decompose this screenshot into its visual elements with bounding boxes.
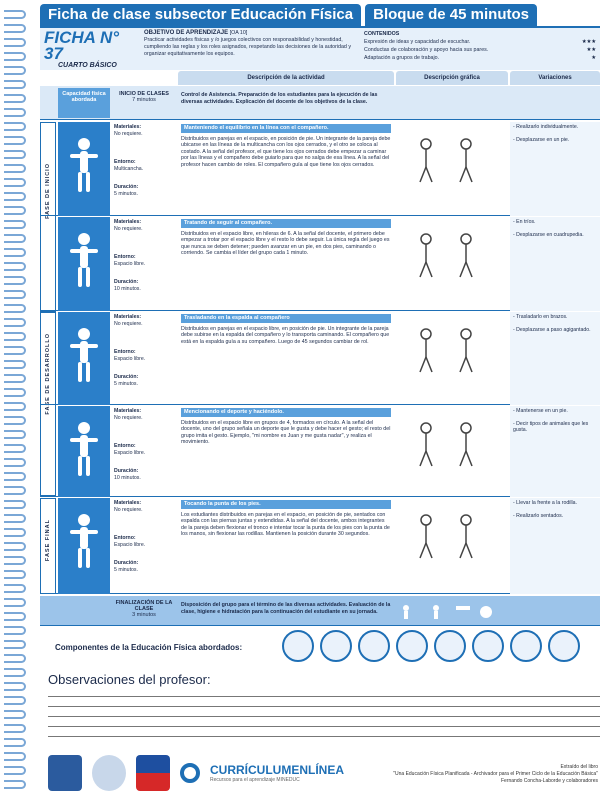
duration-value: 10 minutos. bbox=[114, 285, 141, 292]
activity-variations bbox=[510, 498, 600, 594]
activity-row bbox=[40, 498, 600, 594]
activity-row bbox=[40, 122, 600, 216]
spiral-ring bbox=[4, 220, 26, 229]
activity-illustration bbox=[396, 227, 508, 301]
activity-illustration bbox=[396, 416, 508, 487]
variation-item: - Llevar la frente a la rodilla. bbox=[513, 500, 578, 506]
closing-row bbox=[40, 596, 600, 626]
spiral-ring bbox=[4, 164, 26, 173]
activity-description bbox=[178, 122, 394, 171]
activity-title: Trasladando en la espalda al compañero bbox=[181, 314, 391, 323]
spiral-ring bbox=[4, 318, 26, 327]
variation-item: - Decir tipos de animales que les gusta. bbox=[513, 420, 589, 433]
materials-label: Materiales: bbox=[114, 124, 142, 130]
closing-label-text: FINALIZACIÓN DE LA CLASE bbox=[115, 600, 173, 612]
closing-label bbox=[112, 600, 176, 618]
activity-meta bbox=[112, 122, 176, 216]
materials-value: No requiere. bbox=[114, 506, 143, 513]
duration-label: Duración: bbox=[114, 374, 139, 380]
activity-figure-icon bbox=[58, 122, 110, 216]
spiral-ring bbox=[4, 262, 26, 271]
materials-value: No requiere. bbox=[114, 225, 143, 232]
activity-meta bbox=[112, 217, 176, 311]
activity-text: Distribuidos en el espacio libre, en hileras de 6. A la señal del docente, el primero debe empezar a trotar por el espacio libre y el resto lo debe seguir. La única regla del juego es que nunca se deben detener; pueden avanzar en un pie, en dos pies, caminando o corriendo. Se cambia el líder del grupo cada 1 minuto. bbox=[181, 230, 390, 257]
duration-value: 10 minutos. bbox=[114, 474, 141, 481]
brand-name: CURRÍCULUMENLÍNEA bbox=[210, 763, 344, 777]
spiral-ring bbox=[4, 94, 26, 103]
component-icon bbox=[320, 630, 352, 662]
activity-text: Distribuidos en parejas en el espacio libre, en posición de pie. Un integrante de la pareja debe subirse en la espalda del compañero y lo transporta caminando. El compañero que está en la espalda guía a su compañero. Luego de 45 segundos cambiar de rol. bbox=[181, 325, 390, 345]
environment-value: Multicancha. bbox=[114, 165, 144, 172]
spiral-ring bbox=[4, 248, 26, 257]
activity-variations bbox=[510, 122, 600, 216]
environment-label: Entorno: bbox=[114, 349, 136, 355]
spiral-ring bbox=[4, 192, 26, 201]
activity-variations bbox=[510, 312, 600, 405]
materials-label: Materiales: bbox=[114, 219, 142, 225]
activity-meta bbox=[112, 498, 176, 594]
spiral-ring bbox=[4, 780, 26, 789]
activity-meta bbox=[112, 312, 176, 405]
spiral-ring bbox=[4, 416, 26, 425]
spiral-ring bbox=[4, 612, 26, 621]
spiral-ring bbox=[4, 346, 26, 355]
activity-title: Tratando de seguir al compañero. bbox=[181, 219, 391, 228]
spiral-ring bbox=[4, 290, 26, 299]
component-icon bbox=[358, 630, 390, 662]
start-label-text: INICIO DE CLASES bbox=[119, 91, 169, 97]
spiral-ring bbox=[4, 542, 26, 551]
spiral-ring bbox=[4, 332, 26, 341]
objective-code: [OA 10] bbox=[229, 30, 248, 36]
activity-text: Los estudiantes distribuidos en parejas en el espacio, en posición de pie, sentados con espalda con las piernas juntas y extendidas. A la señal del docente, ambos integrantes de la pareja deben flexionar el tronco e intentar tocar la punta de los pies con la punta de los manos, sin flexionar las rodillas. Mantienen la posición durante 30 segundos. bbox=[181, 511, 390, 538]
column-graphic: Descripción gráfica bbox=[396, 71, 508, 85]
spiral-ring bbox=[4, 556, 26, 565]
activity-illustration bbox=[396, 508, 508, 584]
closing-time: 3 minutos bbox=[132, 612, 156, 618]
materials-value: No requiere. bbox=[114, 320, 143, 327]
spiral-ring bbox=[4, 150, 26, 159]
environment-value: Espacio libre. bbox=[114, 355, 146, 362]
spiral-ring bbox=[4, 206, 26, 215]
contents bbox=[360, 28, 600, 70]
variation-item: - Desplazarse a paso agigantado. bbox=[513, 326, 591, 333]
variation-item: - Realizarlo individualmente. bbox=[513, 124, 579, 130]
spiral-ring bbox=[4, 682, 26, 691]
capacity-label: Capacidad física abordada bbox=[58, 88, 110, 118]
observation-lines bbox=[48, 696, 600, 746]
spiral-ring bbox=[4, 640, 26, 649]
spiral-ring bbox=[4, 178, 26, 187]
environment-label: Entorno: bbox=[114, 535, 136, 541]
activity-illustration bbox=[396, 132, 508, 206]
variation-item: - Realizarlo sentados. bbox=[513, 512, 564, 519]
spiral-ring bbox=[4, 430, 26, 439]
variation-item: - Mantenerse en un pie. bbox=[513, 408, 568, 414]
activity-text: Distribuidos en el espacio libre en grupos de 4, formados en círculo. A la señal del docente, uno del grupo señala un deporte que le gusta y debe hacer el gesto; el resto del grupo imita el gesto. Ejemplo, "mi nombre es Juan y me gusta nadar", y realiza el movimiento. bbox=[181, 419, 391, 446]
materials-value: No requiere. bbox=[114, 130, 143, 137]
environment-label: Entorno: bbox=[114, 254, 136, 260]
spiral-binding bbox=[0, 0, 26, 800]
spiral-ring bbox=[4, 122, 26, 131]
spiral-ring bbox=[4, 458, 26, 467]
spiral-ring bbox=[4, 388, 26, 397]
block-duration: Bloque de 45 minutos bbox=[365, 4, 537, 26]
brand-sub: Recursos para el aprendizaje MINEDUC bbox=[210, 777, 300, 783]
ministry-logo bbox=[136, 755, 170, 791]
credit-line: "Una Educación Física Planificada - Archivador para el Primer Ciclo de la Educación Básica" bbox=[393, 771, 598, 777]
spiral-ring bbox=[4, 24, 26, 33]
spiral-ring bbox=[4, 80, 26, 89]
spiral-ring bbox=[4, 752, 26, 761]
spiral-ring bbox=[4, 66, 26, 75]
spiral-ring bbox=[4, 304, 26, 313]
content-text: Conductas de colaboración y apoyo hacia sus pares. bbox=[364, 47, 489, 53]
materials-label: Materiales: bbox=[114, 500, 142, 506]
variation-item: - Desplazarse en cuadrupedia. bbox=[513, 231, 584, 238]
spiral-ring bbox=[4, 514, 26, 523]
activity-title: Manteniendo el equilibrio en la línea con el compañero. bbox=[181, 124, 391, 133]
spiral-ring bbox=[4, 710, 26, 719]
spiral-ring bbox=[4, 766, 26, 775]
column-activity: Descripción de la actividad bbox=[178, 71, 394, 85]
ficha-id bbox=[40, 28, 140, 70]
component-icon bbox=[282, 630, 314, 662]
intro-text: Control de Asistencia. Preparación de los estudiantes para la ejecución de las diversas actividades. Explicación del docente de los objetivos de la clase. bbox=[181, 92, 378, 105]
duration-label: Duración: bbox=[114, 468, 139, 474]
spiral-ring bbox=[4, 108, 26, 117]
spiral-ring bbox=[4, 52, 26, 61]
header bbox=[40, 4, 537, 26]
closing-icons bbox=[396, 602, 508, 622]
duration-value: 5 minutos. bbox=[114, 380, 138, 387]
duration-value: 5 minutos. bbox=[114, 190, 138, 197]
spiral-ring bbox=[4, 598, 26, 607]
materials-label: Materiales: bbox=[114, 408, 142, 414]
spiral-ring bbox=[4, 444, 26, 453]
grade-level: CUARTO BÁSICO bbox=[58, 62, 117, 69]
spiral-ring bbox=[4, 10, 26, 19]
activity-variations bbox=[510, 217, 600, 311]
spiral-ring bbox=[4, 738, 26, 747]
spiral-ring bbox=[4, 584, 26, 593]
spiral-ring bbox=[4, 696, 26, 705]
activity-illustration bbox=[396, 322, 508, 395]
star-rating: ★★ bbox=[586, 47, 596, 53]
spiral-ring bbox=[4, 570, 26, 579]
variation-item: - En tríos. bbox=[513, 219, 536, 225]
spiral-ring bbox=[4, 668, 26, 677]
spiral-ring bbox=[4, 486, 26, 495]
star-rating: ★ bbox=[591, 55, 596, 61]
component-icons bbox=[282, 630, 580, 662]
credit-line: Extraído del libro bbox=[560, 764, 598, 770]
activity-row bbox=[40, 217, 600, 311]
credit-line: Fernando Concha-Laborde y colaboradores bbox=[500, 778, 598, 784]
activity-description bbox=[178, 217, 394, 259]
activity-figure-icon bbox=[58, 217, 110, 311]
footer-logos bbox=[48, 755, 344, 791]
activity-text: Distribuidos en parejas en el espacio, en posición de pie. Un integrante de la pareja debe ubicarse en las líneas de la multicancha con los ojos cerrados, y el otro se coloca al costado. A la señal del profesor, el que tiene los ojos cerrados debe empezar a caminar por las líneas y el compañero debe guiarlo para que no salga de esa línea. A la señal del profesor hacen cambio de roles. El compañero guía al que tiene los ojos cerrados. bbox=[181, 135, 391, 168]
activity-row bbox=[40, 312, 600, 405]
spiral-ring bbox=[4, 360, 26, 369]
environment-label: Entorno: bbox=[114, 159, 136, 165]
curriculum-brand bbox=[210, 763, 344, 783]
spiral-ring bbox=[4, 500, 26, 509]
content-item bbox=[364, 54, 596, 62]
publisher-logo bbox=[92, 755, 126, 791]
star-rating: ★★★ bbox=[581, 39, 596, 45]
spiral-ring bbox=[4, 724, 26, 733]
spiral-ring bbox=[4, 402, 26, 411]
page-title: Ficha de clase subsector Educación Física bbox=[40, 4, 361, 26]
activity-title: Tocando la punta de los pies. bbox=[181, 500, 391, 509]
activity-variations bbox=[510, 406, 600, 497]
spiral-ring bbox=[4, 528, 26, 537]
content-text: Expresión de ideas y capacidad de escuchar. bbox=[364, 39, 471, 45]
component-icon bbox=[548, 630, 580, 662]
observations-label: Observaciones del profesor: bbox=[48, 672, 211, 687]
duration-label: Duración: bbox=[114, 560, 139, 566]
environment-value: Espacio libre. bbox=[114, 541, 146, 548]
start-time: 7 minutos bbox=[132, 97, 156, 103]
activity-title: Mencionando el deporte y haciéndolo. bbox=[181, 408, 391, 417]
spiral-ring bbox=[4, 276, 26, 285]
spiral-ring bbox=[4, 38, 26, 47]
objective bbox=[140, 28, 360, 70]
credits bbox=[393, 764, 598, 785]
materials-label: Materiales: bbox=[114, 314, 142, 320]
spiral-ring bbox=[4, 472, 26, 481]
coat-of-arms-logo bbox=[48, 755, 82, 791]
spiral-ring bbox=[4, 234, 26, 243]
spiral-ring bbox=[4, 374, 26, 383]
curriculum-logo-icon bbox=[180, 763, 200, 783]
activity-description bbox=[178, 406, 394, 448]
duration-label: Duración: bbox=[114, 279, 139, 285]
objective-title: OBJETIVO DE APRENDIZAJE bbox=[144, 30, 229, 36]
phase-final-label: FASE FINAL bbox=[45, 519, 51, 562]
ficha-number: FICHA N° 37 bbox=[44, 28, 120, 63]
content-text: Adaptación a grupos de trabajo. bbox=[364, 55, 440, 61]
variation-item: - Trasladarlo en brazos. bbox=[513, 314, 568, 320]
content-item bbox=[364, 46, 596, 54]
closing-text: Disposición del grupo para el término de las diversas actividades. Evaluación de la clase, higiene e hidratación para la continuación del estudiante en su jornada. bbox=[181, 602, 391, 615]
duration-label: Duración: bbox=[114, 184, 139, 190]
variation-item: - Desplazarse en un pie. bbox=[513, 136, 570, 143]
start-label bbox=[112, 91, 176, 103]
component-icon bbox=[434, 630, 466, 662]
phase-desarrollo-label: FASE DE DESARROLLO bbox=[45, 333, 51, 415]
activity-figure-icon bbox=[58, 406, 110, 497]
phase-inicio-label: FASE DE INICIO bbox=[45, 163, 51, 219]
activity-figure-icon bbox=[58, 312, 110, 405]
column-variations: Variaciones bbox=[510, 71, 600, 85]
activity-figure-icon bbox=[58, 498, 110, 594]
duration-value: 5 minutos. bbox=[114, 566, 138, 573]
spiral-ring bbox=[4, 136, 26, 145]
objective-text: Practicar actividades físicas y /o juegos colectivos con responsabilidad y honestidad, cumpliendo las reglas y los roles asignados, respetando las decisiones de la autoridad y organizar equitativamente los equipos. bbox=[144, 37, 351, 57]
ficha-info bbox=[40, 26, 600, 70]
contents-title: CONTENIDOS bbox=[364, 31, 400, 37]
activity-description bbox=[178, 312, 394, 347]
materials-value: No requiere. bbox=[114, 414, 143, 421]
component-icon bbox=[396, 630, 428, 662]
spiral-ring bbox=[4, 654, 26, 663]
component-icon bbox=[510, 630, 542, 662]
activity-row bbox=[40, 406, 600, 497]
spiral-ring bbox=[4, 626, 26, 635]
environment-value: Espacio libre. bbox=[114, 260, 146, 267]
intro-row bbox=[40, 86, 600, 120]
component-icon bbox=[472, 630, 504, 662]
environment-value: Espacio libre. bbox=[114, 449, 146, 456]
activity-description bbox=[178, 498, 394, 540]
components-label: Componentes de la Educación Física abordados: bbox=[55, 643, 243, 652]
environment-label: Entorno: bbox=[114, 443, 136, 449]
content-item bbox=[364, 38, 596, 46]
activity-meta bbox=[112, 406, 176, 497]
